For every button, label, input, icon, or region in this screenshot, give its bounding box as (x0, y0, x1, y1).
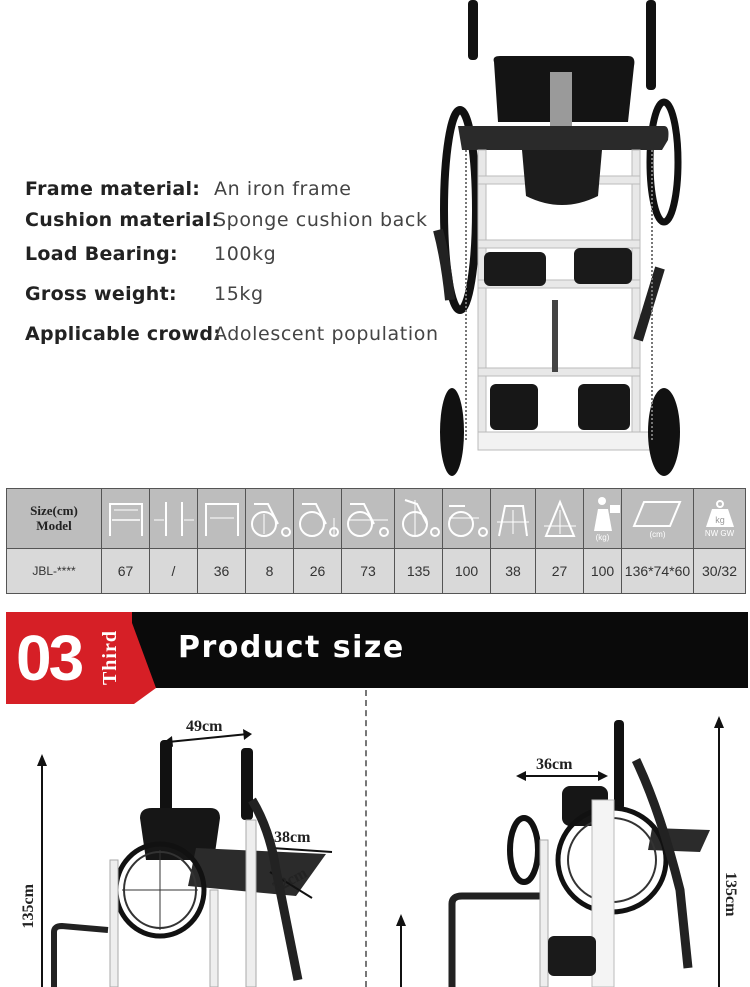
dimension-side-width: 36cm (536, 756, 573, 773)
spec-label: Applicable crowd: (25, 323, 222, 345)
dimension-height-left: 135cm (20, 884, 37, 929)
spec-value: Sponge cushion back (214, 209, 428, 231)
spec-row-crowd (25, 323, 439, 345)
section-number: 03 (16, 622, 82, 694)
table-cell: / (150, 548, 198, 593)
spec-value: An iron frame (214, 178, 352, 200)
net-gross-weight-icon (694, 489, 746, 549)
spec-value: Adolescent population (214, 323, 439, 345)
table-cell: 136*74*60 (622, 548, 694, 593)
spec-table (6, 488, 746, 594)
front-view-diagram (37, 729, 332, 987)
icon-caption-kg: (kg) (595, 532, 610, 542)
table-header-size: Size(cm) (30, 503, 78, 519)
backrest-height-icon (536, 489, 584, 549)
table-icon-row (7, 489, 746, 549)
seat-width-icon (198, 489, 246, 549)
table-cell: 38 (491, 548, 536, 593)
total-length-icon (342, 489, 395, 549)
section-banner (6, 612, 742, 704)
spec-section (0, 0, 750, 480)
table-cell: 36 (198, 548, 246, 593)
spec-row-weight (25, 283, 264, 305)
seat-height-icon (246, 489, 294, 549)
section-ordinal: Third (99, 630, 121, 686)
size-views-illustration (0, 700, 750, 987)
spec-row-frame (25, 178, 352, 200)
table-cell: 67 (102, 548, 150, 593)
icon-caption-cm: (cm) (649, 529, 666, 539)
standing-frame-photo (432, 0, 750, 480)
table-cell: 26 (294, 548, 342, 593)
table-cell: 8 (246, 548, 294, 593)
spec-value: 15kg (214, 283, 264, 305)
table-header-cell (7, 489, 102, 549)
seat-depth-icon (491, 489, 536, 549)
folded-length-icon (443, 489, 491, 549)
spec-label: Frame material: (25, 178, 201, 200)
spec-value: 100kg (214, 243, 277, 265)
inner-width-icon (150, 489, 198, 549)
spec-label: Gross weight: (25, 283, 177, 305)
package-size-icon (622, 489, 694, 549)
model-cell: JBL-**** (7, 548, 102, 593)
section-title: Product size (178, 630, 405, 665)
armrest-height-icon (294, 489, 342, 549)
dimension-height-right: 135cm (722, 872, 739, 917)
table-row (7, 548, 746, 593)
dimension-tray-depth: 38cm (274, 829, 311, 846)
table-cell: 73 (342, 548, 395, 593)
icon-caption-nwgw: NW GW (704, 528, 735, 538)
frame-width-icon (102, 489, 150, 549)
max-load-icon (584, 489, 622, 549)
table-cell: 100 (584, 548, 622, 593)
dimension-front-width: 49cm (186, 718, 223, 735)
spec-row-load (25, 243, 276, 265)
spec-row-cushion (25, 209, 428, 231)
icon-kg-badge: kg (714, 514, 725, 525)
table-cell: 135 (395, 548, 443, 593)
spec-label: Load Bearing: (25, 243, 178, 265)
table-cell: 27 (536, 548, 584, 593)
spec-label: Cushion material: (25, 209, 220, 231)
table-header-model: Model (36, 518, 72, 534)
table-cell: 100 (443, 548, 491, 593)
dimension-tray-width: 32cm (269, 864, 311, 897)
table-cell: 30/32 (694, 548, 746, 593)
total-height-icon (395, 489, 443, 549)
